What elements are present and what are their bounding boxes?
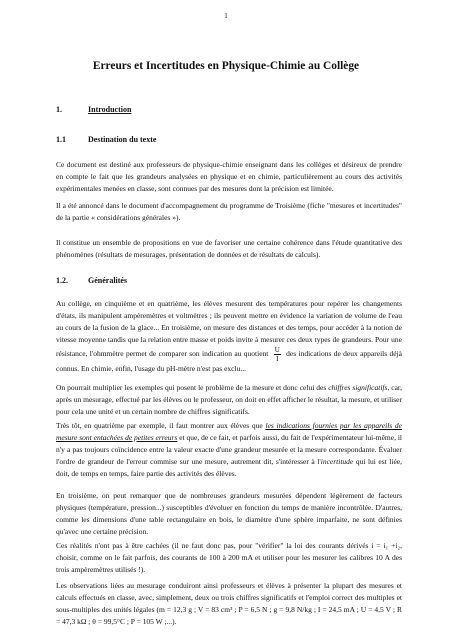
section-title: Introduction [88,105,132,114]
fraction-denominator: I [276,355,279,363]
emphasis-text: les indications fournies par les appareils de mesure sont entachées de petites erreurs [56,421,403,442]
section-number: 1.1 [56,135,66,144]
fraction-numerator: U [274,346,280,354]
paragraph-observations: Les observations liées au mesurage conduiront ainsi professeurs et élèves à présenter la plupart des mesures et calculs effectués en classe, avec, simplement, deux ou trois chiffres significatifs et l'emploi correct des multiples et sous-multiples des unités légales (m = 12,3 g ; V = 83 cm³ ; P = 6,5 N ; g = 9,8 N/kg ; I = 24,5 mA ; U = 4,5 V ; R = 47,3 kΩ ; θ = 99,5°C ; P = 105 W ;...). [56,581,402,626]
paragraph-text: Au collège, en cinquième et en quatrième, les élèves mesurent des températures pour repérer les changements d'états, ils manipulent ampèremètres et voltmètres ; ils peuvent mettre en évidence la variation de volume de l'eau au cours de la fusion de la glace... En troisième, on mesure des distances et des temps, pour accéder à la notion de vitesse moyenne tandis que la relation entre masse et poids invite à mesurer ces deux types de grandeurs. Pour une résistance, l'ohmmètre permet de comparer son indication au quotient [56,299,402,359]
paragraph-destination: Ce document est destiné aux professeurs de physique-chimie enseignant dans les collèges et désireux de prendre en compte le fait que les grandeurs analysées en physique et en chimie, particulièrement au cours des activités expérimentales menées en classe, sont connues par des mesures dont la précision est limitée. [56,160,402,193]
section-title: Destination du texte [88,135,157,144]
paragraph-text: , car, après un mesurage, effectué par les élèves ou le professeur, on doit en effet afficher le résultat, la mesure, et utiliser pour cela une unité et un certain nombre de chiffres significatifs. [56,383,402,416]
paragraph-text: des indications de deux appareils déjà connus. En chimie, enfin, l'usage du pH-mètre n'est pas exclu... [56,349,403,373]
paragraph-college [56,298,402,375]
section-heading-generalites [56,276,127,285]
fraction-u-over-i [274,346,281,363]
paragraph-exemples [56,382,402,418]
emphasis-text: chiffres significatifs [328,383,388,392]
paragraph-annonce: Il a été annoncé dans le document d'accompagnement du programme de Troisième (fiche "mesures et incertitudes" de la partie « considérations générales »). [56,201,402,222]
paragraph-text: et que, de ce fait, et parfois aussi, du fait de l'expérimentateur lui-même, il n'y a pas toujours coïncidence entre la valeur exacte d'une grandeur mesurée et la mesure correspondante. Évaluer l'ordre de grandeur de l'erreur commise sur une mesure, autrement dit, s'intéresser à l' [56,433,403,466]
paragraph-text: On pourrait multiplier les exemples qui posent le problème de la mesure et donc celui des [56,383,327,392]
paragraph-text: qui lui est liée, doit, de temps en temps, faire partie des activités des élèves. [56,457,403,478]
section-title: Généralités [88,276,128,285]
paragraph-text: Très tôt, en quatrième par exemple, il faut montrer aux élèves que [56,421,263,430]
section-number: 1.2. [56,276,68,285]
document-title: Erreurs et Incertitudes en Physique-Chimie au Collège [92,60,360,72]
paragraph-troisieme: En troisième, on peut remarquer que de nombreuses grandeurs mesurées dépendent légèrement de facteurs physiques (température, pression...) susceptibles d'évoluer en fonction du temps de manière incontrôlée. D'autres, comme les dimensions d'une table rectangulaire en bois, le diamètre d'une sphère imparfaite, ne sont définies qu'avec une certaine précision. [56,491,402,536]
paragraph-realites: Ces réalités n'ont pas à être cachées (il ne faut donc pas, pour "vérifier" la loi des courants dérivés i = i₁ +i₂, choisir, comme on le fait parfois, des courants de 100 à 200 mA et utiliser pour les mesurer les calibres 10 A des trois ampèremètres utilisés !). [56,541,402,574]
section-heading-destination [56,135,156,144]
paragraph-quatrieme [56,420,402,480]
emphasis-text: incertitude [320,457,354,466]
paragraph-propositions: Il constitue un ensemble de propositions en vue de favoriser une certaine cohérence dans l'étude quantitative des phénomènes (résultats de mesurages, présentation de données et de résultats de calculs). [56,238,402,259]
section-heading-introduction [56,105,131,114]
page-number: 1 [224,12,228,20]
section-number: 1. [56,105,62,114]
